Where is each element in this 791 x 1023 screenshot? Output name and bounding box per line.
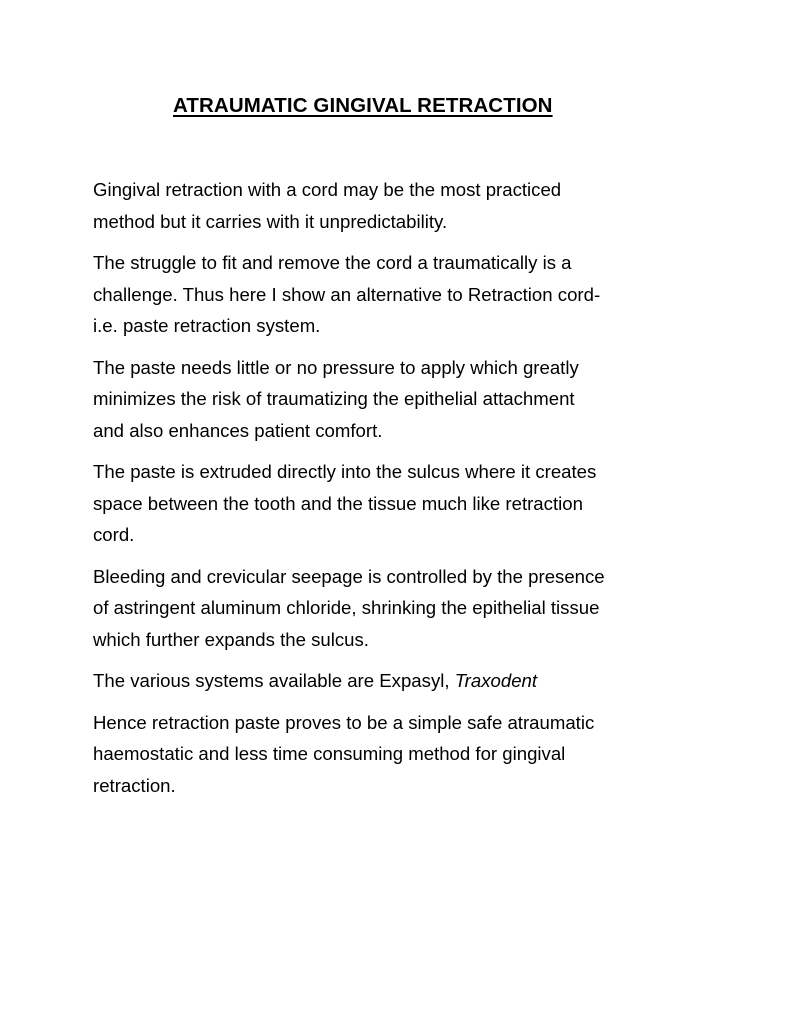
paragraph-extrusion: The paste is extruded directly into the sulcus where it creates space between the tooth and the tissue much like retraction cord. [93, 461, 597, 545]
paragraph-struggle: The struggle to fit and remove the cord a traumatically is a challenge. Thus here I show an alternative to Retraction cord- i.e. paste retraction system. [93, 252, 601, 336]
document-title: ATRAUMATIC GINGIVAL RETRACTION [173, 94, 553, 117]
systems-text: The various systems available are Expasyl, [93, 670, 455, 691]
paragraph-bleeding: Bleeding and crevicular seepage is controlled by the presence of astringent aluminum chloride, shrinking the epithelial tissue which further expands the sulcus. [93, 565, 605, 650]
systems-italic-name: Traxodent [454, 670, 538, 691]
paragraph-conclusion: Hence retraction paste proves to be a simple safe atraumatic haemostatic and less time consuming method for gingival retraction. [93, 711, 595, 796]
paragraph-pressure: The paste needs little or no pressure to apply which greatly minimizes the risk of traumatizing the epithelial attachment and also enhances patient comfort. [93, 356, 579, 441]
paragraph-intro: Gingival retraction with a cord may be the most practiced method but it carries with it unpredictability. [93, 179, 562, 232]
paragraph-systems [93, 665, 703, 697]
document-body [93, 174, 703, 811]
